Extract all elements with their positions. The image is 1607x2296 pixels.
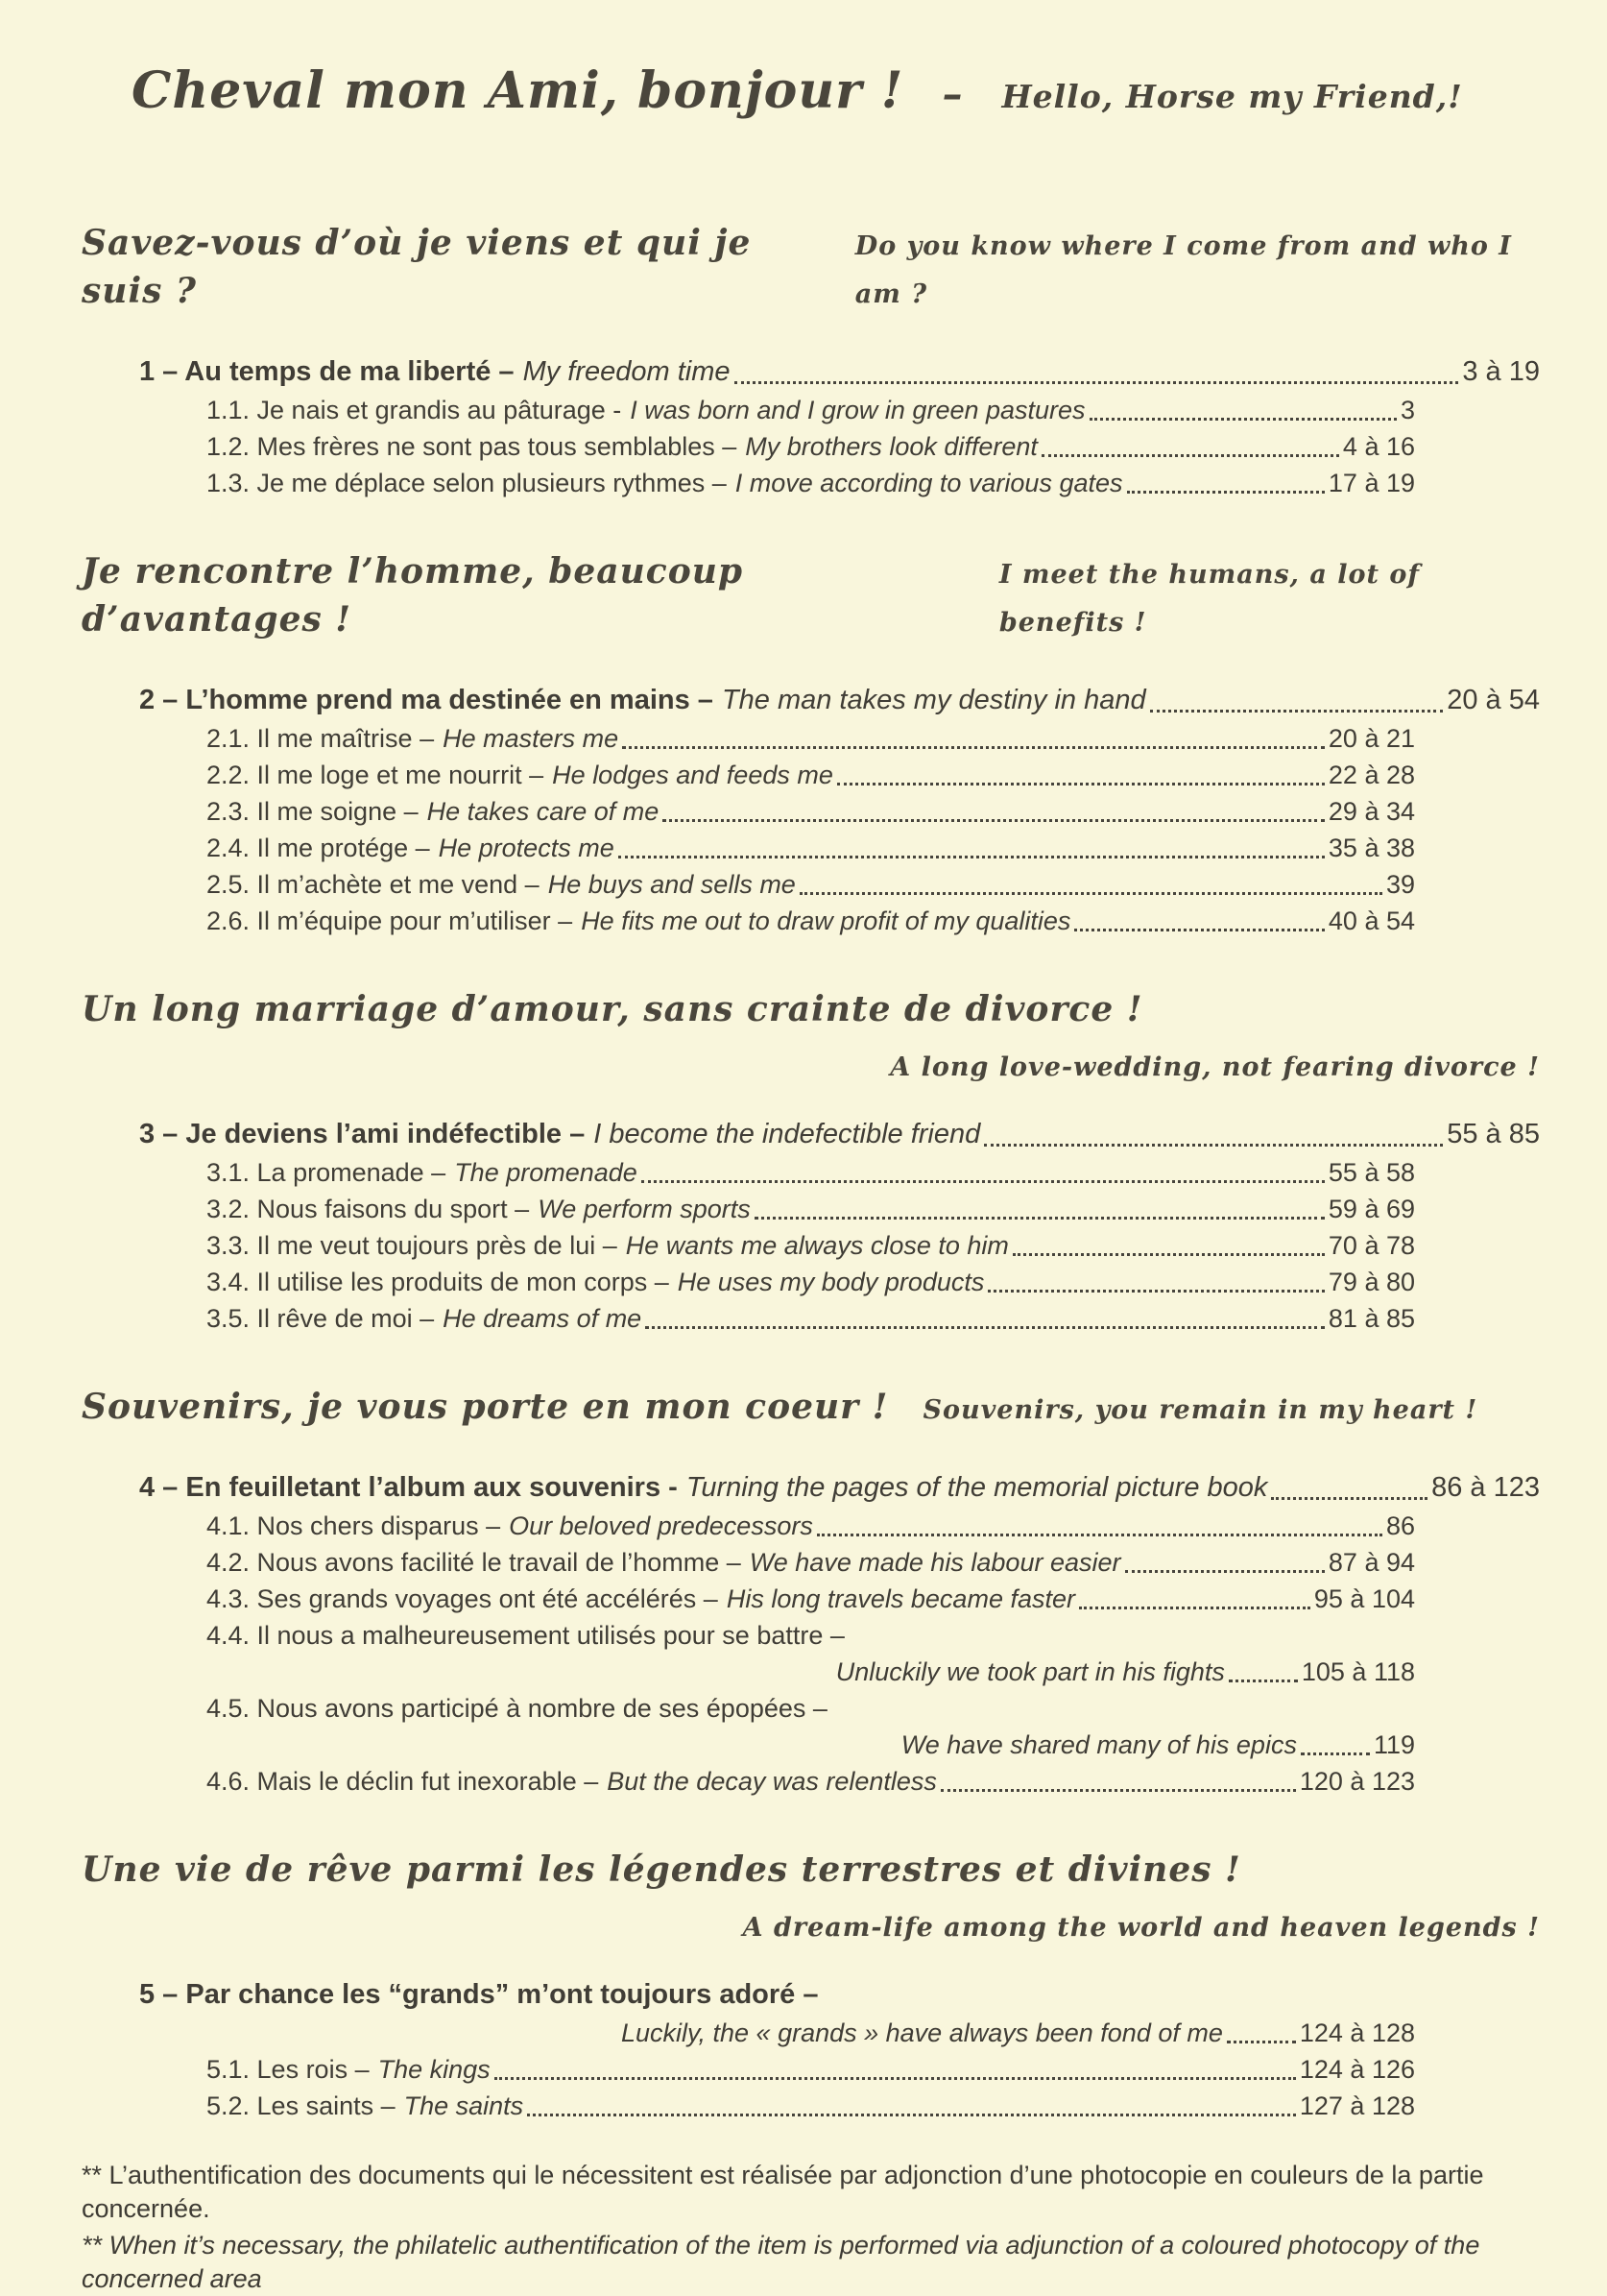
chapter-row: [139, 1114, 1540, 1154]
entry-text-french: 2.5. Il m’achète et me vend –: [206, 870, 540, 899]
dot-leader: [941, 1789, 1296, 1792]
entry-text-english: He takes care of me: [426, 797, 660, 826]
chapter-title-french: 1 – Au temps de ma liberté –: [139, 356, 515, 387]
page-range: 39: [1385, 870, 1415, 899]
dot-leader: [800, 892, 1382, 895]
section-heading-french: Je rencontre l’homme, beaucoup d’avantages !: [82, 551, 744, 640]
dot-leader: [1125, 1570, 1325, 1573]
dot-leader: [1079, 1607, 1310, 1609]
chapter-row: [139, 1974, 1540, 2015]
dot-leader: [988, 1290, 1325, 1293]
chapter-title-french: 3 – Je deviens l’ami indéfectible –: [139, 1119, 586, 1149]
dot-leader: [494, 2077, 1296, 2080]
entry-text-french: 1.2. Mes frères ne sont pas tous semblables –: [206, 432, 737, 461]
dot-leader: [1013, 1253, 1325, 1256]
chapter-row: [139, 1467, 1540, 1508]
page-range: 87 à 94: [1328, 1548, 1415, 1577]
entry-text-english: Unluckily we took part in his fights: [835, 1657, 1225, 1686]
entry-text-french: 1.3. Je me déplace selon plusieurs rythmes –: [206, 469, 727, 497]
entry-text-english: But the decay was relentless: [607, 1767, 937, 1796]
entry-text-french: 4.4. Il nous a malheureusement utilisés pour se battre –: [206, 1621, 845, 1650]
chapter-title-english: I become the indefectible friend: [593, 1119, 981, 1149]
section-heading-english: Souvenirs, you remain in my heart !: [923, 1395, 1478, 1425]
page-range: 120 à 123: [1299, 1767, 1415, 1796]
footnotes: [82, 2159, 1540, 2296]
section-4: [82, 1383, 1540, 1800]
section-heading-english: A long love-wedding, not fearing divorce !: [890, 1052, 1540, 1082]
entry-text-english: He dreams of me: [443, 1304, 642, 1333]
entry-text-english: My brothers look different: [745, 432, 1038, 461]
entry-text-french: 3.4. Il utilise les produits de mon corps –: [206, 1268, 669, 1296]
toc-entry: [206, 2088, 1415, 2124]
dot-leader: [1271, 1497, 1427, 1500]
entry-text-french: 3.1. La promenade –: [206, 1158, 446, 1187]
section-heading-french: Une vie de rêve parmi les légendes terrestres et divines !: [82, 1849, 1241, 1890]
entry-text-english: The saints: [403, 2091, 524, 2120]
section-heading-french: Un long marriage d’amour, sans crainte de divorce !: [82, 989, 1143, 1029]
section-heading-english: Do you know where I come from and who I am ?: [854, 231, 1512, 309]
toc-entry: [206, 1227, 1415, 1264]
dot-leader: [1090, 418, 1397, 421]
toc-entry: [206, 2051, 1415, 2088]
toc-entry-continuation: [206, 1727, 1415, 1763]
toc-entry: [206, 1191, 1415, 1227]
toc-entry: [206, 1264, 1415, 1300]
title-english-script: Hello, Horse my Friend,!: [1001, 78, 1463, 115]
dot-leader: [645, 1326, 1325, 1329]
page-range: 4 à 16: [1342, 432, 1415, 461]
section-heading-english-row: [82, 1047, 1540, 1093]
dot-leader: [1229, 1680, 1298, 1682]
section-heading-english: A dream-life among the world and heaven legends !: [742, 1913, 1540, 1943]
entry-text-french: 2.6. Il m’équipe pour m’utiliser –: [206, 906, 573, 935]
page-range: 105 à 118: [1301, 1657, 1415, 1686]
chapter-title-english: Luckily, the « grands » have always been fond of me: [620, 2018, 1223, 2047]
section-heading: [82, 1846, 1540, 1894]
chapter-row: [139, 351, 1540, 392]
entry-text-english: He lodges and feeds me: [552, 761, 833, 789]
entry-text-french: 4.1. Nos chers disparus –: [206, 1511, 501, 1540]
chapter-3: [139, 1114, 1540, 1337]
section-heading-english-row: [82, 1907, 1540, 1953]
entry-text-french: 4.5. Nous avons participé à nombre de ses épopées –: [206, 1694, 827, 1723]
toc-entry: [206, 720, 1415, 757]
page-range: 124 à 128: [1299, 2018, 1415, 2047]
page-range: 59 à 69: [1328, 1195, 1415, 1223]
entry-text-french: 5.1. Les rois –: [206, 2055, 370, 2084]
entry-text-english: We perform sports: [538, 1195, 751, 1223]
entry-text-english: He protects me: [438, 834, 614, 862]
page-range: 86 à 123: [1431, 1472, 1540, 1503]
dot-leader: [1074, 929, 1325, 931]
entry-text-english: He uses my body products: [677, 1268, 985, 1296]
entry-text-english: He buys and sells me: [547, 870, 796, 899]
entry-text-french: 3.2. Nous faisons du sport –: [206, 1195, 530, 1223]
toc-entry: [206, 830, 1415, 866]
entry-text-french: 3.3. Il me veut toujours près de lui –: [206, 1231, 617, 1260]
entry-text-english: The kings: [377, 2055, 491, 2084]
page-range: 95 à 104: [1313, 1584, 1415, 1613]
page-range: 79 à 80: [1328, 1268, 1415, 1296]
dot-leader: [1042, 454, 1339, 457]
page-range: 20 à 54: [1447, 685, 1540, 715]
dot-leader: [618, 856, 1325, 858]
toc-entry: [206, 866, 1415, 903]
page-range: 86: [1385, 1511, 1415, 1540]
toc-entry: [206, 1300, 1415, 1337]
page-range: 127 à 128: [1299, 2091, 1415, 2120]
page-range: 29 à 34: [1328, 797, 1415, 826]
chapter-2: [139, 680, 1540, 939]
title-dash: –: [942, 70, 964, 117]
title-french-script: Cheval mon Ami, bonjour !: [132, 61, 904, 120]
chapter-title-english: My freedom time: [522, 356, 731, 387]
entry-text-french: 4.6. Mais le déclin fut inexorable –: [206, 1767, 599, 1796]
entry-text-english: I was born and I grow in green pastures: [630, 396, 1086, 424]
chapter-4: [139, 1467, 1540, 1800]
footnote-english: ** When it’s necessary, the philatelic authentification of the item is performed via adjunction of a coloured photocopy of the concerned area: [82, 2231, 1480, 2293]
footnote-french: ** L’authentification des documents qui le nécessitent est réalisée par adjonction d’une photocopie en couleurs de la partie concernée.: [82, 2161, 1484, 2223]
section-1: [82, 219, 1540, 501]
page-range: 70 à 78: [1328, 1231, 1415, 1260]
toc-entry: [206, 1154, 1415, 1191]
entry-text-english: He masters me: [443, 724, 619, 753]
toc-entry: [206, 428, 1415, 465]
chapter-title-french: 5 – Par chance les “grands” m’ont toujours adoré –: [139, 1979, 819, 2010]
entry-text-french: 4.2. Nous avons facilité le travail de l’homme –: [206, 1548, 741, 1577]
entry-text-english: I move according to various gates: [734, 469, 1123, 497]
toc-entry: [206, 903, 1415, 939]
section-3: [82, 985, 1540, 1337]
page-range: 17 à 19: [1328, 469, 1415, 497]
toc-entry: [206, 465, 1415, 501]
toc-entry-continuation: [206, 1654, 1415, 1690]
toc-entry: [206, 1508, 1415, 1544]
page-range: 55 à 58: [1328, 1158, 1415, 1187]
toc-entry: [206, 1544, 1415, 1581]
page-range: 3 à 19: [1462, 356, 1540, 387]
entry-text-french: 5.2. Les saints –: [206, 2091, 396, 2120]
toc-entry: [206, 1763, 1415, 1800]
dot-leader: [1227, 2041, 1296, 2043]
section-5: [82, 1846, 1540, 2124]
chapter-row-continuation: [206, 2015, 1415, 2051]
chapter-5: [139, 1974, 1540, 2124]
page-range: 124 à 126: [1299, 2055, 1415, 2084]
entry-text-french: 2.2. Il me loge et me nourrit –: [206, 761, 544, 789]
entry-text-english: He wants me always close to him: [625, 1231, 1009, 1260]
dot-leader: [1127, 491, 1325, 494]
page-range: 3: [1400, 396, 1415, 424]
toc-entry: [206, 757, 1415, 793]
page-range: 55 à 85: [1447, 1119, 1540, 1149]
toc-entry: [206, 1690, 1415, 1727]
section-heading: [82, 985, 1540, 1033]
section-heading-french: Savez-vous d’où je viens et qui je suis ?: [82, 223, 752, 311]
dot-leader: [734, 381, 1459, 384]
page-title: [82, 58, 1540, 131]
toc-entry: [206, 793, 1415, 830]
section-heading: [82, 547, 1540, 647]
section-heading: [82, 219, 1540, 319]
dot-leader: [1150, 710, 1444, 713]
dot-leader: [622, 746, 1325, 749]
dot-leader: [817, 1534, 1382, 1536]
page-range: 22 à 28: [1328, 761, 1415, 789]
chapter-row: [139, 680, 1540, 720]
section-2: [82, 547, 1540, 939]
chapter-title-french: 2 – L’homme prend ma destinée en mains –: [139, 685, 713, 715]
entry-text-english: He fits me out to draw profit of my qualities: [581, 906, 1071, 935]
toc-entry: [206, 1581, 1415, 1617]
entry-text-english: His long travels became faster: [726, 1584, 1075, 1613]
page-range: 35 à 38: [1328, 834, 1415, 862]
entry-text-english: We have shared many of his epics: [900, 1730, 1297, 1759]
entry-text-english: The promenade: [454, 1158, 637, 1187]
section-heading: [82, 1383, 1540, 1435]
entry-text-french: 2.3. Il me soigne –: [206, 797, 419, 826]
chapter-title-english: Turning the pages of the memorial picture book: [685, 1472, 1268, 1503]
entry-text-french: 4.3. Ses grands voyages ont été accélérés –: [206, 1584, 718, 1613]
page-range: 40 à 54: [1328, 906, 1415, 935]
dot-leader: [755, 1217, 1325, 1220]
page-range: 81 à 85: [1328, 1304, 1415, 1333]
section-heading-french: Souvenirs, je vous porte en mon coeur !: [82, 1387, 889, 1427]
entry-text-french: 2.4. Il me protége –: [206, 834, 430, 862]
chapter-title-english: The man takes my destiny in hand: [721, 685, 1146, 715]
dot-leader: [1301, 1752, 1370, 1755]
page-range: 20 à 21: [1328, 724, 1415, 753]
toc-entry: [206, 1617, 1415, 1654]
dot-leader: [837, 783, 1325, 785]
entry-text-french: 1.1. Je nais et grandis au pâturage -: [206, 396, 622, 424]
section-heading-english: I meet the humans, a lot of benefits !: [998, 560, 1420, 638]
entry-text-english: Our beloved predecessors: [509, 1511, 813, 1540]
chapter-title-french: 4 – En feuilletant l’album aux souvenirs -: [139, 1472, 678, 1503]
dot-leader: [527, 2114, 1296, 2116]
page-range: 119: [1373, 1730, 1415, 1759]
dot-leader: [662, 819, 1325, 822]
dot-leader: [641, 1180, 1325, 1183]
entry-text-french: 3.5. Il rêve de moi –: [206, 1304, 435, 1333]
entry-text-french: 2.1. Il me maîtrise –: [206, 724, 435, 753]
chapter-1: [139, 351, 1540, 501]
entry-text-english: We have made his labour easier: [749, 1548, 1121, 1577]
toc-entry: [206, 392, 1415, 428]
dot-leader: [984, 1144, 1443, 1147]
